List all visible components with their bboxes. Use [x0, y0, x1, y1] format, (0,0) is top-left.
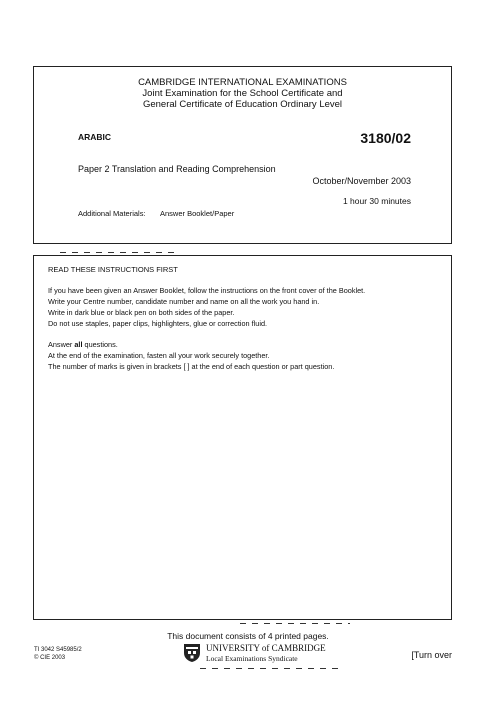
instruction-line: The number of marks is given in brackets [ ] at the end of each question or part question.: [48, 362, 335, 371]
exam-duration: 1 hour 30 minutes: [342, 196, 411, 206]
scan-dash: [240, 623, 350, 624]
additional-materials-label: Additional Materials:: [78, 209, 146, 218]
instruction-line: Do not use staples, paper clips, highlighters, glue or correction fluid.: [48, 319, 268, 328]
copyright-line: © CIE 2003: [34, 655, 66, 661]
scan-dash: [200, 668, 340, 669]
document-code-line: TI 3042 S45985/2: [34, 647, 82, 653]
instructions-heading: READ THESE INSTRUCTIONS FIRST: [48, 265, 178, 274]
instructions-box: [33, 255, 452, 620]
answer-prefix: Answer: [48, 340, 75, 349]
answer-all-bold: all: [74, 340, 83, 349]
syllabus-code: 3180/02: [360, 130, 411, 146]
answer-all-line: [48, 340, 118, 350]
instruction-line: At the end of the examination, fasten all your work securely together.: [48, 351, 270, 360]
instruction-line: If you have been given an Answer Booklet, follow the instructions on the front cover of the Booklet.: [48, 286, 366, 295]
gce-line: General Certificate of Education Ordinary Level: [142, 99, 343, 110]
header-box: [33, 66, 452, 244]
scan-dash: [60, 252, 180, 253]
university-name: UNIVERSITY of CAMBRIDGE: [206, 643, 326, 653]
additional-materials-value: Answer Booklet/Paper: [160, 209, 235, 218]
subject-name: ARABIC: [78, 132, 112, 142]
instruction-line: Write your Centre number, candidate number and name on all the work you hand in.: [48, 297, 320, 306]
joint-examination-line: Joint Examination for the School Certificate and: [142, 88, 343, 99]
page-count-note: This document consists of 4 printed pages.: [167, 631, 329, 641]
university-crest-icon: [183, 643, 201, 663]
syndicate-name: Local Examinations Syndicate: [206, 654, 298, 663]
paper-title: Paper 2 Translation and Reading Comprehension: [78, 164, 276, 174]
exam-session: October/November 2003: [312, 176, 411, 186]
instruction-line: Write in dark blue or black pen on both sides of the paper.: [48, 308, 235, 317]
document-code: [34, 646, 82, 662]
exam-board: CAMBRIDGE INTERNATIONAL EXAMINATIONS: [138, 77, 347, 88]
turn-over-note: [Turn over: [411, 650, 452, 660]
answer-suffix: questions.: [82, 340, 118, 349]
